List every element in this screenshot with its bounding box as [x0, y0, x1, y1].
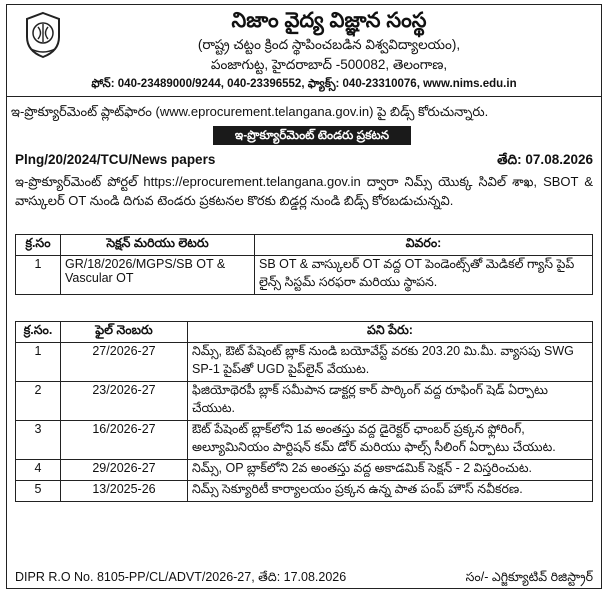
table-header-row — [16, 322, 593, 343]
cell-serial: 1 — [16, 343, 61, 382]
works-table — [15, 321, 593, 502]
dipr-reference: DIPR R.O No. 8105-PP/CL/ADVT/2026-27, తేది: 17.08.2026 — [15, 570, 347, 584]
cell-file-number: 29/2026-27 — [61, 460, 188, 481]
cell-serial: 4 — [16, 460, 61, 481]
cell-serial: 5 — [16, 481, 61, 502]
tender-notice — [6, 4, 602, 589]
institute-contact: ఫోన్: 040-23489000/9244, 040-23396552, ఫ్యాక్స్: 040-23310076, www.nims.edu.in — [91, 78, 517, 90]
institute-subtitle: (రాష్ట్ర చట్టం క్రింద స్థాపించబడిన విశ్వవిద్యాలయం), — [197, 37, 461, 52]
institute-title: నిజాం వైద్య విజ్ఞాన సంస్థ — [231, 9, 427, 32]
table-row — [16, 382, 593, 421]
table-row — [16, 343, 593, 382]
cell-work-name: ఔట్ పేషెంట్ బ్లాక్‌లోని 1వ అంతస్తు వద్ద డైరెక్టర్ ఛాంబర్ ప్రక్కన ఫ్లోరింగ్, అల్యూమినియం పార్టిషన్ కమ్ డోర్ మరియు ఫాల్స్ సీలింగ్ ఏర్పాటు చేయుట. — [188, 421, 593, 460]
column-header: క్ర.సం. — [16, 322, 61, 343]
column-header: వివరం: — [255, 235, 593, 256]
intro-line: ఇ-ప్రొక్యూర్‌మెంట్ ప్లాట్‌ఫారం (www.eprocurement.telangana.gov.in) పై బిడ్స్ కోరుచున్నారు. — [11, 104, 489, 119]
notice-paragraph: ఇ-ప్రొక్యూర్‌మెంట్ పోర్టల్ https://eprocurement.telangana.gov.in ద్వారా నిమ్స్ యొక్క సివిల్ శాఖ, SBOT & వాస్కులర్ OT నుండి దిగువ టెండరు ప్రకటనల కొరకు బిడ్డర్ల నుండి బిడ్స్ కోరబడుచున్నవి. — [15, 174, 593, 208]
signatory: సం/- ఎగ్జిక్యూటివ్ రిజిస్ట్రార్ — [465, 570, 593, 584]
cell-file-number: 13/2025-26 — [61, 481, 188, 502]
reference-number: Plng/20/2024/TCU/News papers — [15, 152, 216, 167]
cell-serial: 1 — [16, 256, 61, 295]
section-table — [15, 234, 593, 295]
table-row — [16, 256, 593, 295]
cell-serial: 3 — [16, 421, 61, 460]
cell-file-number: 23/2026-27 — [61, 382, 188, 421]
table-row — [16, 421, 593, 460]
cell-file-number: 27/2026-27 — [61, 343, 188, 382]
column-header: సెక్షన్ మరియు లెటరు — [61, 235, 255, 256]
column-header: పని పేరు: — [188, 322, 593, 343]
cell-section: GR/18/2026/MGPS/SB OT & Vascular OT — [61, 256, 255, 295]
institute-address: పంజాగుట్ట, హైదరాబాద్ -500082, తెలంగాణ, — [210, 57, 448, 72]
cell-work-name: నిమ్స్ సెక్యూరిటీ కార్యాలయం ప్రక్కన ఉన్న పాత పంప్ హౌస్ నవీకరణ. — [188, 481, 593, 502]
table-row — [16, 481, 593, 502]
header-divider — [7, 96, 601, 97]
cell-work-name: నిమ్స్, OP బ్లాక్‌లోని 2వ అంతస్తు వద్ద అకాడమిక్ సెక్షన్ - 2 విస్తరించుట. — [188, 460, 593, 481]
notice-banner: ఇ-ప్రొక్యూర్‌మెంట్ టెండరు ప్రకటన — [213, 126, 411, 145]
cell-work-name: నిమ్స్, ఔట్ పేషెంట్ బ్లాక్ నుండి బయోవేస్ట్ వరకు 203.20 మి.మీ. వ్యాసపు SWG SP-1 పైప్‌తో UGD పైప్‌లైన్ వేయుట. — [188, 343, 593, 382]
notice-footer — [15, 570, 593, 588]
notice-date: తేది: 07.08.2026 — [497, 152, 593, 167]
cell-description: SB OT & వాస్కులర్ OT వద్ద OT పెండెంట్స్‌తో మెడికల్ గ్యాస్ పైప్ లైన్స్ సిస్టమ్ సరఫరా మరియు స్థాపన. — [255, 256, 593, 295]
table-header-row — [16, 235, 593, 256]
cell-file-number: 16/2026-27 — [61, 421, 188, 460]
column-header: ఫైల్ నెంబరు — [61, 322, 188, 343]
column-header: క్ర.సం — [16, 235, 61, 256]
table-row — [16, 460, 593, 481]
cell-serial: 2 — [16, 382, 61, 421]
cell-work-name: ఫిజియోథెరపీ బ్లాక్ సమీపాన డాక్టర్ల కార్ పార్కింగ్ వద్ద రూఫింగ్ షెడ్ ఏర్పాటు చేయుట. — [188, 382, 593, 421]
